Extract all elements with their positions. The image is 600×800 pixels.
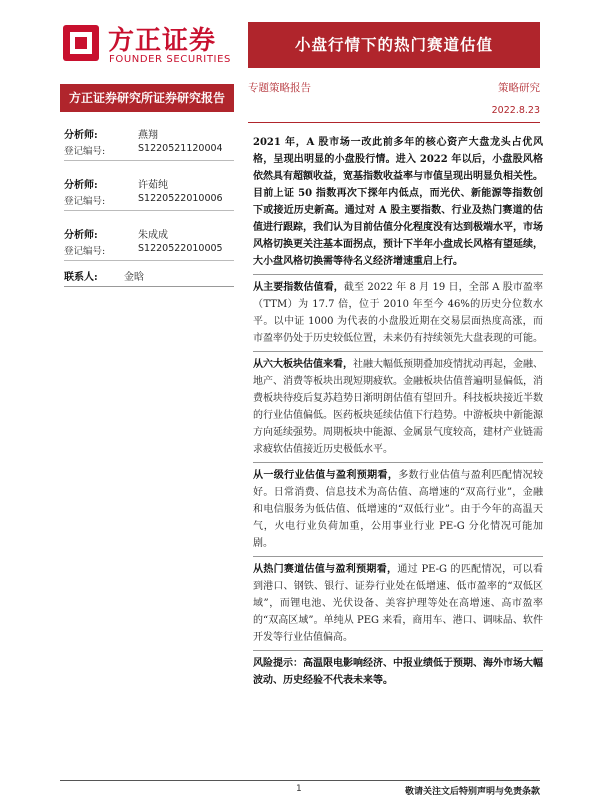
- contact-name: 金晗: [124, 272, 144, 283]
- intro-paragraph: 2021 年，A 股市场一改此前多年的核心资产大盘龙头占优风格，呈现出明显的小盘股行情。进入 2022 年以后，小盘股风格依然具有超额收益，宽基指数收益率与市值呈现出明显负相关性。目前上证 50 指数再次下探年内低点，而光伏、新能源等指数创下或接近历史新高。通过对 A 股主要指数、行业及热门赛道的估值进行跟踪，我们认为目前估值分化程度没有达到极端水平，市场风格切换更关注基本面拐点，预计下半年小盘成长风格有望延续，大小盘风格切换需等待名义经济增速重启上行。: [253, 137, 543, 267]
- analyst-role: 分析师:: [64, 180, 98, 191]
- divider: [253, 556, 543, 557]
- risk-warning: 风险提示：高温限电影响经济、中报业绩低于预期、海外市场大幅波动、历史经验不代表未来等。: [253, 658, 543, 686]
- divider: [253, 650, 543, 651]
- summary-paragraph: [253, 561, 543, 646]
- founder-logo-icon: [62, 24, 100, 62]
- footer-divider: [60, 780, 540, 781]
- paragraph-text: 截至 2022 年 8 月 19 日，全部 A 股市盈率（TTM）为 17.7 倍，位于 2010 年至今 46%的历史分位数水平。以中证 1000 为代表的小盘股近期在交易层面热度高涨，而市盈率仍处于历史较低位置，未来仍有持续领先大盘表现的可能。: [253, 282, 544, 344]
- analyst-id: S1220522010006: [138, 193, 223, 204]
- report-type: 专题策略报告: [248, 82, 311, 94]
- analyst-id: S1220521120004: [138, 143, 223, 154]
- paragraph-lead: 从主要指数估值看，: [253, 282, 344, 293]
- summary-paragraph: [253, 279, 543, 347]
- analyst-id-label: 登记编号:: [64, 146, 106, 157]
- report-title: 小盘行情下的热门赛道估值: [294, 35, 493, 54]
- analyst-id-label: 登记编号:: [64, 246, 106, 257]
- analyst-role: 分析师:: [64, 130, 98, 141]
- disclaimer-link[interactable]: 敬请关注文后特别声明与免责条款: [404, 787, 540, 797]
- analyst-id-label: 登记编号:: [64, 196, 106, 207]
- page-number: 1: [296, 784, 302, 794]
- analyst-entry: [64, 176, 234, 226]
- paragraph-lead: 从热门赛道估值与盈利预期看，: [253, 564, 398, 575]
- analyst-role: 分析师:: [64, 230, 98, 241]
- contact-role: 联系人:: [64, 272, 98, 283]
- divider: [253, 274, 543, 275]
- summary-paragraph: [253, 356, 543, 458]
- analyst-name: 许茹纯: [138, 180, 168, 191]
- analyst-list: [64, 126, 234, 276]
- summary-paragraph: [253, 467, 543, 552]
- paragraph-text: 社融大幅低预期叠加疫情扰动再起，金融、地产、消费等板块出现短期疲软。金融板块估值普遍明显偏低，消费板块待疫后复苏趋势日渐明朗估值有望回升。科技板块接近半数的行业估值偏低。医药板块延续估值下行趋势。中游板块中新能源方向延续强势。周期板块中能源、金属景气度较高，建材产业链需求疲软估值接近历史极低水平。: [253, 359, 543, 455]
- logo-text-en: FOUNDER SECURITIES: [109, 54, 231, 65]
- analyst-entry: [64, 126, 234, 176]
- divider: [64, 210, 234, 211]
- divider: [64, 160, 234, 161]
- report-date: 2022.8.23: [491, 105, 540, 116]
- analyst-name: 燕翔: [138, 130, 158, 141]
- company-logo: [62, 18, 240, 76]
- report-summary: [253, 134, 543, 689]
- paragraph-lead: 从一级行业估值与盈利预期看，: [253, 470, 399, 481]
- paragraph-text: 通过 PE-G 的匹配情况，可以看到港口、钢铁、银行、证券行业处在低增速、低市盈率的“双低区域”，而锂电池、光伏设备、美容护理等处在高增速、高市盈率的“双高区域”。单纯从 PEG 来看，商用车、港口、调味品、软件开发等行业估值偏高。: [253, 564, 543, 643]
- org-banner: 方正证券研究所证券研究报告: [60, 84, 234, 112]
- divider: [253, 462, 543, 463]
- divider: [253, 351, 543, 352]
- analyst-id: S1220522010005: [138, 243, 223, 254]
- paragraph-lead: 从六大板块估值来看，: [253, 359, 353, 370]
- analyst-name: 朱成成: [138, 230, 168, 241]
- logo-text-cn: 方正证券: [108, 26, 217, 56]
- divider: [64, 286, 234, 287]
- report-category: 策略研究: [498, 82, 540, 94]
- header-divider: [248, 122, 540, 123]
- paragraph-text: 多数行业估值与盈利匹配情况较好。日常消费、信息技术为高估值、高增速的“双高行业”，金融和电信服务为低估值、低增速的“双低行业”。由于今年的高温天气，火电行业负荷加重，公用事业行业 PE-G 分化情况可能加剧。: [253, 470, 544, 549]
- divider: [64, 260, 234, 261]
